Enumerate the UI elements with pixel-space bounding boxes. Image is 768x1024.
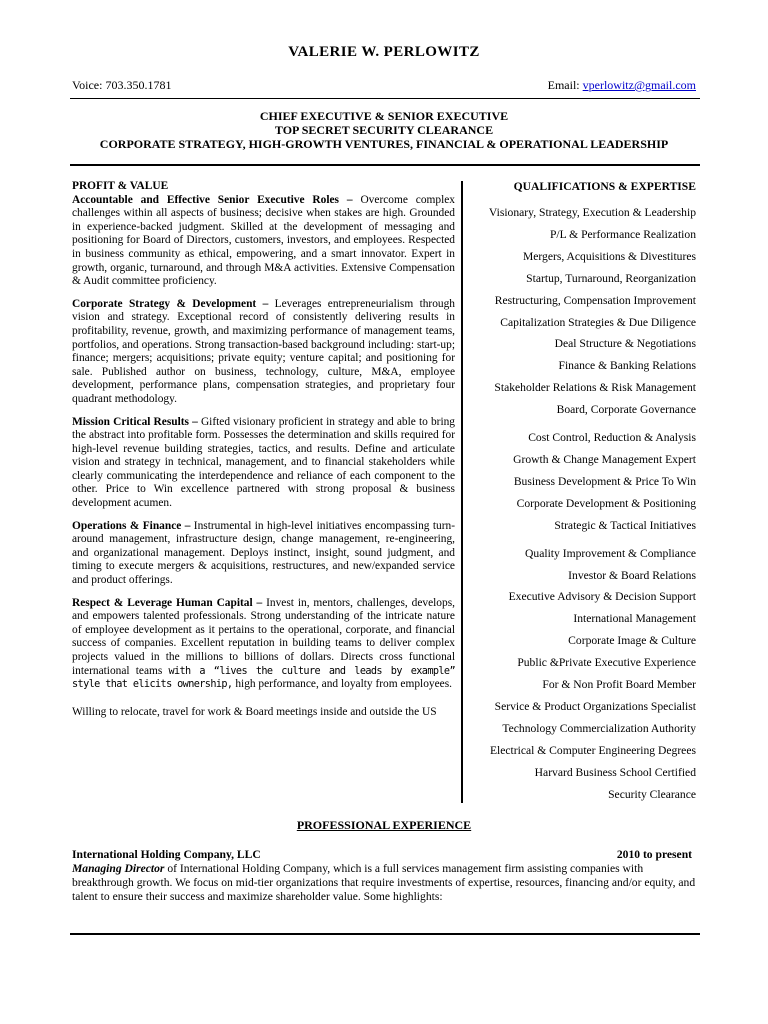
qualification-item: Restructuring, Compensation Improvement xyxy=(494,293,696,307)
job-entry xyxy=(72,848,696,904)
qualification-item: Public &Private Executive Experience xyxy=(517,656,696,670)
qualification-item: For & Non Profit Board Member xyxy=(542,678,696,692)
qualification-item: Deal Structure & Negotiations xyxy=(554,337,696,351)
headline-line-2: TOP SECRET SECURITY CLEARANCE xyxy=(274,123,494,137)
section-body: Overcome complex challenges within all aspects of business; decisive when stakes are high. Grounded in experience-backed judgment. Skilled at the development of messaging and positioning for Board of Directors, customers, investors, and employees. Respected in business community as ethical, empowering, and a smart innovator. Expert in growth, organic, turnaround, and through M&A activities. Extensive Compensation & Audit committee proficiency. xyxy=(72,193,456,288)
qualification-item: Capitalization Strategies & Due Diligence xyxy=(500,315,696,329)
section-body: Invest in, mentors, challenges, develops, and empowers talented professionals. Strong understanding of the intricate nature of employee development as it pertains to the operational, corporate, and financial success of companies. Excellent reputation in building teams to deliver complex projects valued in the millions to billions of dollars. Directs cross functional international teams xyxy=(72,596,455,677)
candidate-name: VALERIE W. PERLOWITZ xyxy=(288,44,480,60)
qualification-item: Technology Commercialization Authority xyxy=(502,721,696,735)
section-heading: Mission Critical Results – xyxy=(72,415,198,428)
qualification-item: Electrical & Computer Engineering Degrees xyxy=(489,743,696,757)
section-body: Instrumental in high-level initiatives encompassing turn-around management, infrastructure design, change management, re-engineering, and organizational management. Deploys instinct, insight, sound judgment, and timing to execute mergers & acquisitions, restructures, and new/expanded service and product offerings. xyxy=(72,519,456,587)
qualification-item: Harvard Business School Certified xyxy=(534,765,696,779)
qualification-item: Investor & Board Relations xyxy=(568,568,696,582)
section-heading: Operations & Finance – xyxy=(72,519,191,532)
job-description xyxy=(72,862,696,904)
column-divider xyxy=(461,181,463,803)
qualification-item: Finance & Banking Relations xyxy=(558,359,696,373)
email-link[interactable]: vperlowitz@gmail.com xyxy=(582,78,696,92)
section-human-capital xyxy=(72,597,455,692)
section-mission-critical xyxy=(72,416,455,511)
headline-line-3: CORPORATE STRATEGY, HIGH-GROWTH VENTURES, FINANCIAL & OPERATIONAL LEADERSHIP xyxy=(99,137,669,151)
job-company: International Holding Company, LLC xyxy=(72,848,261,861)
qualification-item: Cost Control, Reduction & Analysis xyxy=(528,431,696,445)
section-executive-roles xyxy=(72,194,455,289)
section-heading: Respect & Leverage Human Capital – xyxy=(72,596,263,609)
section-body: Leverages entrepreneurialism through vision and strategy. Exceptional record of consistently delivering results in profitability, revenue, growth, and maximizing performance of management teams, portfolios, and operations. Strong transaction-based background including: start-up; finance; mergers; acquisitions; private equity; venture capital; and positioning for sale. Published author on business, technology, culture, M&A, employee development, performance plans, compensation strategies, and proprietary four quadrant methodology. xyxy=(72,297,456,405)
voice-number: Voice: 703.350.1781 xyxy=(72,78,172,92)
section-body-tail: high performance, and loyalty from employees. xyxy=(235,678,452,691)
qualification-item: Corporate Image & Culture xyxy=(568,634,696,648)
top-divider xyxy=(70,98,700,99)
job-dates: 2010 to present xyxy=(616,848,692,861)
qualification-item: Executive Advisory & Decision Support xyxy=(508,590,696,604)
section-body-quote: with a “lives the culture and leads by example” style that elicits ownership, xyxy=(72,665,455,691)
bottom-divider xyxy=(70,933,700,935)
qualification-item: International Management xyxy=(573,612,696,626)
profit-value-title: PROFIT & VALUE xyxy=(72,180,169,192)
headline-divider xyxy=(70,164,700,166)
qualification-item: Strategic & Tactical Initiatives xyxy=(554,518,696,532)
qualification-item: Visionary, Strategy, Execution & Leadership xyxy=(488,206,696,219)
qualifications-column xyxy=(470,180,696,805)
email-block xyxy=(548,78,696,93)
job-description-text: of International Holding Company, which is a full services management firm assisting companies with breakthrough growth. We focus on mid-tier organizations that require investments of expertise, resources, financing and/or equity, and talent to ensure their success and maximize shareholder value. Some highlights: xyxy=(72,862,696,903)
qualification-item: P/L & Performance Realization xyxy=(549,227,696,241)
section-heading: Corporate Strategy & Development – xyxy=(72,297,269,310)
qualification-item: Quality Improvement & Compliance xyxy=(525,546,696,560)
qualification-item: Board, Corporate Governance xyxy=(556,403,696,417)
qualification-item: Corporate Development & Positioning xyxy=(516,496,696,510)
qualification-item: Business Development & Price To Win xyxy=(513,474,696,488)
qualification-item: Service & Product Organizations Specialist xyxy=(494,699,696,713)
job-role: Managing Director xyxy=(72,862,165,875)
headline-line-1: CHIEF EXECUTIVE & SENIOR EXECUTIVE xyxy=(259,109,509,123)
section-heading: Accountable and Effective Senior Executive Roles – xyxy=(72,193,353,206)
qualification-item: Security Clearance xyxy=(608,787,696,801)
relocation-note: Willing to relocate, travel for work & Board meetings inside and outside the US xyxy=(72,705,437,718)
profit-value-column xyxy=(72,180,455,728)
qualifications-title: QUALIFICATIONS & EXPERTISE xyxy=(513,180,696,193)
professional-experience-title: PROFESSIONAL EXPERIENCE xyxy=(296,818,472,832)
section-operations-finance xyxy=(72,520,455,588)
email-label: Email: xyxy=(547,78,583,92)
qualification-item: Mergers, Acquisitions & Divestitures xyxy=(522,249,696,263)
qualification-item: Startup, Turnaround, Reorganization xyxy=(526,271,696,285)
qualification-item: Growth & Change Management Expert xyxy=(513,452,696,466)
section-corporate-strategy xyxy=(72,298,455,407)
section-body: Gifted visionary proficient in strategy and able to bring the abstract into profitable form. Possesses the determination and skills required for high-level revenue building strategies, tactics, and results. Define and articulate vision and strategy in technical, management, and to financial stakeholders while clearly communicating the interdependence and reliance of each component to the other. Price to Win excellence partnered with strong proposal & business development acumen. xyxy=(72,415,455,510)
qualification-item: Stakeholder Relations & Risk Management xyxy=(494,381,696,395)
